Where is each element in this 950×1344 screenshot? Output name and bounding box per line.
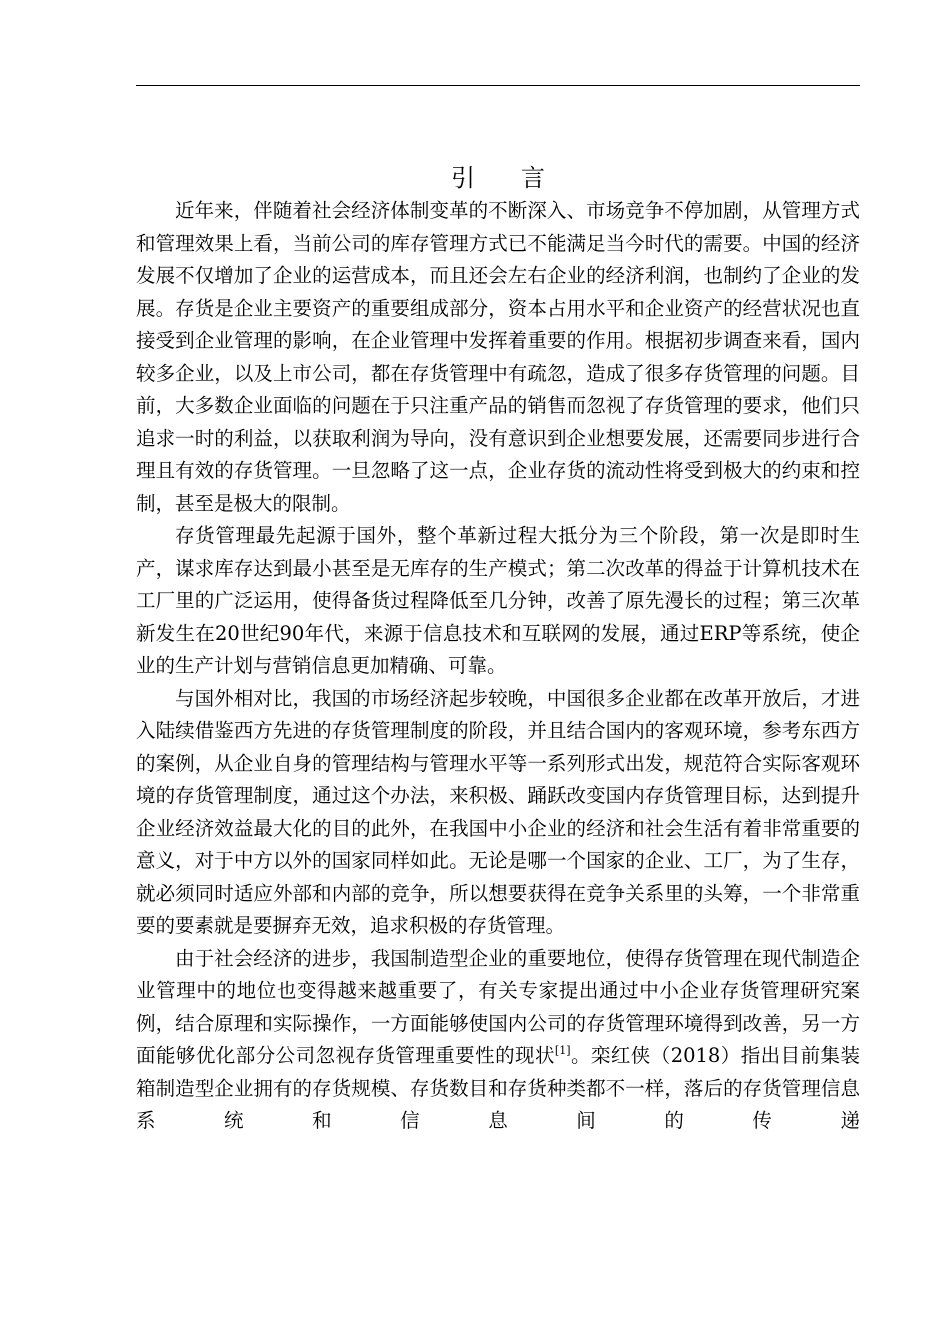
citation-marker[interactable]: [1]: [554, 1044, 571, 1057]
paragraph-1: 近年来，伴随着社会经济体制变革的不断深入、市场竞争不停加剧，从管理方式和管理效果上看，当前公司的库存管理方式已不能满足当今时代的需要。中国的经济发展不仅增加了企业的运营成本，而且还会左右企业的经济利润，也制约了企业的发展。存货是企业主要资产的重要组成部分，资本占用水平和企业资产的经营状况也直接受到企业管理的影响，在企业管理中发挥着重要的作用。根据初步调查来看，国内较多企业，以及上市公司，都在存货管理中有疏忽，造成了很多存货管理的问题。目前，大多数企业面临的问题在于只注重产品的销售而忽视了存货管理的要求，他们只追求一时的利益，以获取利润为导向，没有意识到企业想要发展，还需要同步进行合理且有效的存货管理。一旦忽略了这一点，企业存货的流动性将受到极大的约束和控制，甚至是极大的限制。: [136, 199, 860, 515]
paragraph-4: [136, 943, 860, 1138]
header-rule: [136, 85, 860, 86]
paragraph-4-text-b: 。栾红侠（2018）指出目前集装箱制造型企业拥有的存货规模、存货数目和存货种类都不一样，落后的存货管理信息系统和信息间的传递: [136, 1044, 860, 1132]
body-text: [136, 195, 860, 1138]
paragraph-3: 与国外相对比，我国的市场经济起步较晚，中国很多企业都在改革开放后，才进入陆续借鉴西方先进的存货管理制度的阶段，并且结合国内的客观环境，参考东西方的案例，从企业自身的管理结构与管理水平等一系列形式出发，规范符合实际客观环境的存货管理制度，通过这个办法，来积极、踊跃改变国内存货管理目标，达到提升企业经济效益最大化的目的此外，在我国中小企业的经济和社会生活有着非常重要的意义，对于中方以外的国家同样如此。无论是哪一个国家的企业、工厂，为了生存，就必须同时适应外部和内部的竞争，所以想要获得在竞争关系里的头筹，一个非常重要的要素就是要摒弃无效，追求积极的存货管理。: [136, 686, 860, 937]
paragraph-2: 存货管理最先起源于国外，整个革新过程大抵分为三个阶段，第一次是即时生产，谋求库存达到最小甚至是无库存的生产模式；第二次改革的得益于计算机技术在工厂里的广泛运用，使得备货过程降低至几分钟，改善了原先漫长的过程；第三次革新发生在20世纪90年代，来源于信息技术和互联网的发展，通过ERP等系统，使企业的生产计划与营销信息更加精确、可靠。: [136, 524, 860, 677]
paragraph-4-text-a: 由于社会经济的进步，我国制造型企业的重要地位，使得存货管理在现代制造企业管理中的地位也变得越来越重要了，有关专家提出通过中小企业存货管理研究案例，结合原理和实际操作，一方面能够使国内公司的存货管理环境得到改善，另一方面能够优化部分公司忽视存货管理重要性的现状: [136, 946, 860, 1067]
section-title: 引言: [451, 164, 591, 192]
